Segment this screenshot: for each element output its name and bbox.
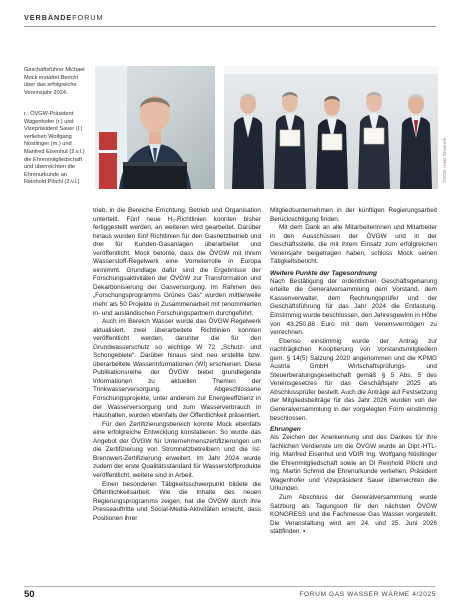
body-paragraph: trieb, in die Bereiche Errichtung, Betrieb und Organisation unterteilt. Fünf neue H₂-Richtlinien konnten bisher fertiggestellt werden, an weiteren wird gearbeitet. Darüber hinaus wurden fünf Richtlinien für den Gasnetzbetrieb und drei für Kunden-Gasanlagen überarbeitet und veröffentlicht. Mock betonte, dass die ÖVGW mit ihrem Wasserstoff-Regelwerk eine Vorreiterrolle in Europa einnimmt. Grundlage dafür sind die Ergebnisse der Forschungsaktivitäten der ÖVGW zur Transformation und Dekarbonisierung der Gasversorgung. Im Rahmen des „Forschungsprogramms Grünes Gas“ wurden mittlerweile mehr als 50 Projekte in Zusammenarbeit mit renommierten in- und ausländischen Forschungspartnern durchgeführt. — [93, 207, 261, 317]
body-paragraph: Mit dem Dank an alle Mitarbeiterinnen und Mitarbeiter in den Ausschüssen der ÖVGW und in der Geschäftsstelle, die mit ihrem Einsatz zum erfolgreichen Vereinsjahr beigetragen haben, schloss Mock seinen Tätigkeitsbericht. — [270, 224, 437, 266]
body-paragraph: Auch im Bereich Wasser wurde das ÖVGW-Regelwerk aktualisiert, zwei überarbeitete Richtlinien konnten veröffentlicht werden, darunter die für den Grundwasserschutz so wichtige W 72 „Schutz- und Schongebiete“. Darüber hinaus sind neu erstellte bzw. überarbeitete Wasserinformationen (WI) erschienen. Diese Publikationsreihe der ÖVGW bietet grundlegende Informationen zu aktuellen Themen der Trinkwasserversorgung. Abgeschlossene Forschungsprojekte, unter anderem zur Energieeffizienz in der Wasserversorgung und zum Wasserverbrauch in Haushalten, wurden ebenfalls der Öffentlichkeit präsentiert. — [93, 318, 261, 420]
body-paragraph: Mitgliedsunternehmen in der künftigen Regierungsarbeit Berücksichtigung finden. — [270, 207, 437, 223]
section-header-strong: VERBÄNDE — [24, 13, 73, 22]
body-paragraph: Zum Abschluss der Generalversammlung wurde Salzburg als Tagungsort für den nächsten ÖVGW KONGRESS und die Fachmesse Gas Wasser vorgestellt. Die Veranstaltung wird am 24. und 25. Juni 2026 stattfinden. ▪ — [270, 493, 437, 536]
article-column-left — [93, 207, 261, 523]
page-number: 50 — [24, 589, 35, 600]
body-paragraph: Für den Zertifizierungsbereich konnte Mock ebenfalls eine erfolgreiche Entwicklung konstatieren. So wurde das Angebot der ÖVGW für Unternehmenszertifizierungen um die Zertifizierung von Stromnetzbetreibern und die Ist-Brennwert-Zertifizierung erweitert. Im Jahr 2024 wurde zudem der erste Qualitätsstandard für Wasserstoffprodukte veröffentlicht, weitere sind in Arbeit. — [93, 420, 261, 479]
section-header — [24, 13, 103, 22]
body-paragraph: Ebenso einstimmig wurde der Antrag zur nachträglichen Kooptierung von Vorstandsmitgliedern gem. § 14(5) Satzung 2020 angenommen und die KPMG Austria GmbH Wirtschaftsprüfungs- und Steuerberatungsgesellschaft gemäß § 5 Abs. 5 des Vereinsgesetzes für das Geschäftsjahr 2025 als Abschlussprüfer bestellt. Auch die Anträge auf Festsetzung der Mitgliedsbeiträge für das Jahr 2026 wurden von der Generalversammlung in der vorgelegten Form einstimmig beschlossen. — [270, 337, 437, 422]
award-group-photo — [224, 66, 438, 189]
publication-name: FORUM GAS WASSER WÄRME 4/2025 — [299, 591, 436, 598]
section-heading: Ehrungen — [270, 426, 301, 434]
footer-rule — [24, 586, 436, 587]
body-paragraph: Einen besonderen Tätigkeitsschwerpunkt bildete die Öffentlichkeitsarbeit. Wie die Inhalte des neuen Regierungsprogramms zeigen, hat die ÖVGW durch ihre Presseauftritte und Social-Media-Aktivitäten erreicht, dass Positionen ihrer — [93, 480, 261, 522]
article-column-right — [270, 207, 437, 537]
photo-credit: ÖVGW / Max Slovencik — [442, 138, 447, 183]
caption-award-photo: r.: ÖVGW-Präsident Wagenhofer (r.) und Vizepräsident Sauer (l.) verliehen Wolfgang Nöstlinger (m.) und Manfred Eisenhut (2.v.l.) die Ehrenmitgliedschaft und überreichten die Ehrenurkunde an Reinhold Plöchl (2.v.l.) — [24, 111, 85, 186]
header-rule — [24, 26, 436, 27]
section-header-light: FORUM — [72, 13, 104, 22]
section-heading: Weitere Punkte der Tagesordnung — [270, 269, 377, 277]
caption-speaker-photo: Geschäftsführer Michael Mock erstattet Bericht über das erfolgreiche Vereinsjahr 2024. — [24, 67, 85, 96]
body-paragraph: Nach Bestätigung der ordentlichen Geschäftsgebarung erteilte die Generalversammlung dem Vorstand, dem Kassenverwalter, dem Rechnungsprüfer und der Geschäftsführung für das Jahr 2024 die Entlastung. Einstimmig wurde beschlossen, den Jahresgewinn in Höhe von 43.250,88 Euro mit dem Vereinsvermögen zu verrechnen. — [270, 277, 437, 337]
body-paragraph: Als Zeichen der Anerkennung und des Dankes für ihre fachlichen Verdienste um die ÖVGW wurde an Dipl.-HTL-Ing. Manfred Eisenhut und VDIR Ing. Wolfgang Nöstlinger die Ehrenmitgliedschaft sowie an DI Reinhold Plöchl und Ing. Martin Schmid die Ehrenurkunde verliehen. Präsident Wagenhofer und Vizepräsident Sauer überreichten die Urkunden. — [270, 434, 437, 493]
speaker-photo — [95, 66, 215, 189]
